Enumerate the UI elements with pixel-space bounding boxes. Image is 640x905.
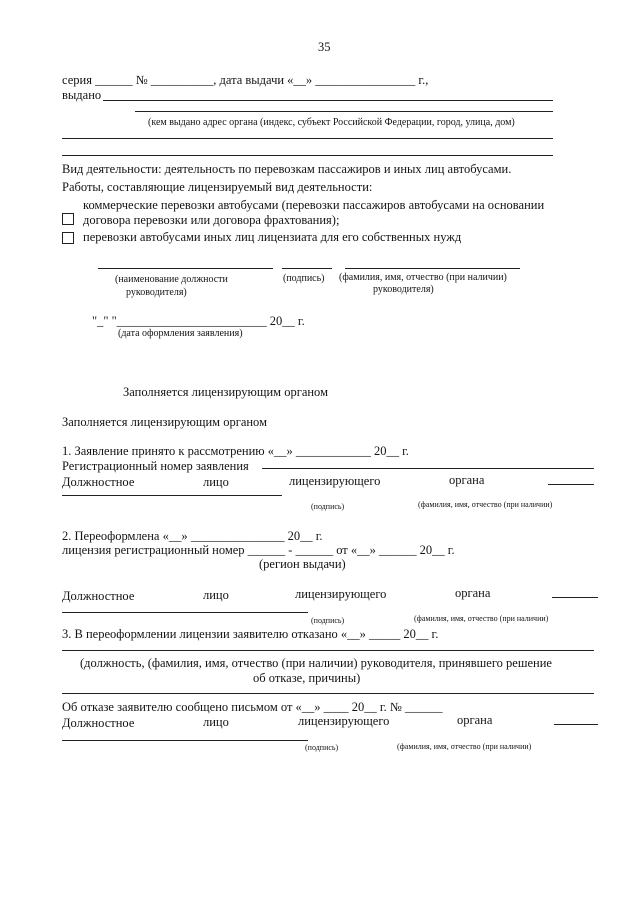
item3-official-w4: органа <box>457 713 493 727</box>
item3-caption-line1: (должность, (фамилия, имя, отчество (при наличии) руководителя, принявшего решение <box>80 656 552 670</box>
fio-line <box>345 268 520 269</box>
application-date-caption: (дата оформления заявления) <box>118 328 243 339</box>
item1-official-w1: Должностное <box>62 475 135 489</box>
option-commercial-line1: коммерческие перевозки автобусами (перевозки пассажиров автобусами на основании <box>83 198 545 212</box>
item3-official-w3: лицензирующего <box>298 714 390 728</box>
item1-sign-caption: (подпись) <box>311 502 345 511</box>
sign-caption: (подпись) <box>283 273 325 284</box>
item2-official-line <box>552 597 598 598</box>
fio-caption-2: руководителя) <box>373 284 434 295</box>
item2-official-w1: Должностное <box>62 589 135 603</box>
issuer-address-caption: (кем выдано адрес органа (индекс, субъект Российской Федерации, город, улица, дом) <box>148 117 515 128</box>
item1-official-w3: лицензирующего <box>289 474 381 488</box>
item3-official-line <box>554 724 598 725</box>
position-caption-1: (наименование должности <box>115 274 228 285</box>
item1-reg-number-line <box>262 468 594 469</box>
item2-region-caption: (регион выдачи) <box>259 557 346 571</box>
item3-fio-caption: (фамилия, имя, отчество (при наличии) <box>397 742 532 751</box>
item1-official-w4: органа <box>449 473 485 487</box>
item3-caption-line2: об отказе, причины) <box>253 671 361 685</box>
option-commercial-line2: договора перевозки или договора фрахтования); <box>83 213 340 227</box>
item3-official-w2: лицо <box>203 715 229 729</box>
item3-official-w1: Должностное <box>62 716 135 730</box>
item1-reg-number-label: Регистрационный номер заявления <box>62 459 249 473</box>
item1-official-w2: лицо <box>203 475 229 489</box>
checkbox-own-needs[interactable] <box>62 232 74 244</box>
position-line <box>98 268 273 269</box>
item1-position-line <box>62 495 282 496</box>
works-title: Работы, составляющие лицензируемый вид деятельности: <box>62 180 373 194</box>
option-own-needs: перевозки автобусами иных лиц лицензиата для его собственных нужд <box>83 230 462 244</box>
item3-notified: Об отказе заявителю сообщено письмом от «__» ____ 20__ г. № ______ <box>62 700 443 714</box>
item3-reason-line <box>62 650 594 651</box>
item1-official-line <box>548 484 594 485</box>
address-line-2 <box>62 155 553 156</box>
item3-caption-underline <box>62 693 594 694</box>
issued-by-label: выдано <box>62 88 102 102</box>
position-caption-2: руководителя) <box>126 287 187 298</box>
item2-license-number: лицензия регистрационный номер ______ - ______ от «__» ______ 20__ г. <box>62 543 455 557</box>
issued-by-line <box>103 100 553 101</box>
item1-accepted: 1. Заявление принято к рассмотрению «__» ____________ 20__ г. <box>62 444 409 458</box>
item2-official-w3: лицензирующего <box>295 587 387 601</box>
section-title-2: Заполняется лицензирующим органом <box>62 415 267 429</box>
item3-sign-caption: (подпись) <box>305 743 339 752</box>
item2-fio-caption: (фамилия, имя, отчество (при наличии) <box>414 614 549 623</box>
item3-position-line <box>62 740 308 741</box>
item2-position-line <box>62 612 308 613</box>
page-number: 35 <box>318 40 331 54</box>
fio-caption-1: (фамилия, имя, отчество (при наличии) <box>339 272 507 283</box>
item2-official-w2: лицо <box>203 588 229 602</box>
sign-line <box>282 268 332 269</box>
item2-official-w4: органа <box>455 586 491 600</box>
series-number-date-line: серия ______ № __________, дата выдачи «__» ________________ г., <box>62 73 429 87</box>
item3-refused: 3. В переоформлении лицензии заявителю отказано «__» _____ 20__ г. <box>62 627 439 641</box>
item2-sign-caption: (подпись) <box>311 616 345 625</box>
issued-by-line-2 <box>135 111 553 112</box>
application-date-line: "_" "________________________ 20__ г. <box>92 314 305 328</box>
item2-reissued: 2. Переоформлена «__» _______________ 20__ г. <box>62 529 323 543</box>
section-title-1: Заполняется лицензирующим органом <box>123 385 328 399</box>
item1-fio-caption: (фамилия, имя, отчество (при наличии) <box>418 500 553 509</box>
address-line-1 <box>62 138 553 139</box>
activity-type: Вид деятельности: деятельность по перевозкам пассажиров и иных лиц автобусами. <box>62 162 512 176</box>
checkbox-commercial[interactable] <box>62 213 74 225</box>
